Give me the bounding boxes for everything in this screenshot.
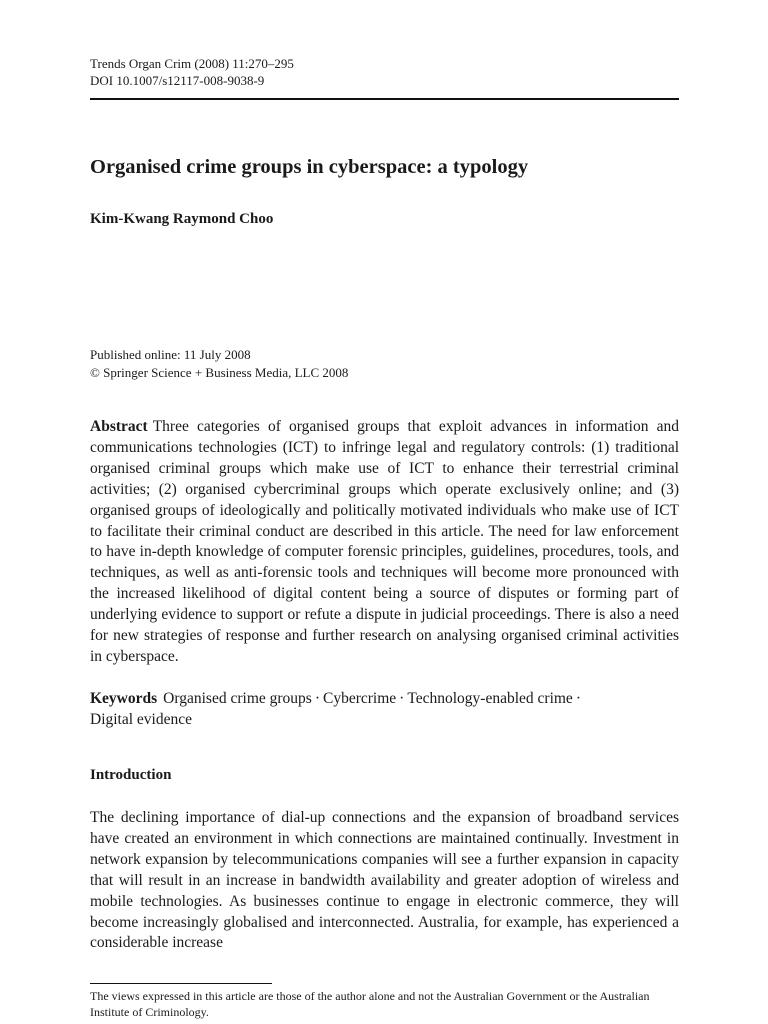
keywords	[90, 688, 679, 730]
abstract-label: Abstract	[90, 418, 148, 435]
journal-info	[90, 55, 294, 89]
keyword-separator: ·	[575, 690, 581, 707]
header-rule	[90, 98, 679, 100]
abstract-text: Three categories of organised groups that exploit advances in information and communications technologies (ICT) to infringe legal and regulatory controls: (1) traditional organised criminal groups which make use of ICT to enhance their terrestrial criminal activities; (2) organised cybercriminal groups which operate exclusively online; and (3) organised groups of ideologically and politically motivated individuals who make use of ICT to facilitate their criminal conduct are described in this article. The need for law enforcement to have in-depth knowledge of computer forensic principles, guidelines, procedures, tools, and techniques, as well as anti-forensic tools and techniques will become more pronounced with the increased likelihood of digital content being a source of disputes or forming part of underlying evidence to support or refute a dispute in judicial proceedings. There is also a need for new strategies of response and further research on analysing organised criminal activities in cyberspace.	[90, 418, 679, 665]
article-title: Organised crime groups in cyberspace: a typology	[90, 156, 529, 178]
keyword: Technology-enabled crime	[407, 690, 573, 707]
doi: DOI 10.1007/s12117-008-9038-9	[90, 73, 265, 88]
keyword: Cybercrime	[323, 690, 397, 707]
keywords-label: Keywords	[90, 690, 158, 707]
keyword-separator: ·	[399, 690, 405, 707]
introduction-text: The declining importance of dial-up connections and the expansion of broadband services have created an environment in which connections are maintained continually. Investment in network expansion by telecommunications companies will see a further expansion in capacity that will result in an increase in bandwidth availability and greater adoption of wireless and mobile technologies. As businesses continue to engage in electronic commerce, they will become increasingly globalised and interconnected. Australia, for example, has experienced a considerable increase	[90, 809, 679, 952]
abstract	[90, 417, 679, 668]
journal-citation: Trends Organ Crim (2008) 11:270–295	[90, 56, 294, 71]
publication-info	[90, 346, 348, 382]
keyword-separator: ·	[314, 690, 320, 707]
published-date: Published online: 11 July 2008	[90, 347, 251, 362]
author-name: Kim-Kwang Raymond Choo	[90, 211, 274, 227]
footnote-rule	[90, 983, 272, 984]
introduction-heading: Introduction	[90, 767, 172, 783]
footnote: The views expressed in this article are those of the author alone and not the Australian Government or the Australian Institute of Criminology.	[90, 989, 650, 1019]
copyright: © Springer Science + Business Media, LLC 2008	[90, 365, 349, 380]
keyword: Organised crime groups	[163, 690, 312, 707]
keyword: Digital evidence	[90, 711, 192, 728]
